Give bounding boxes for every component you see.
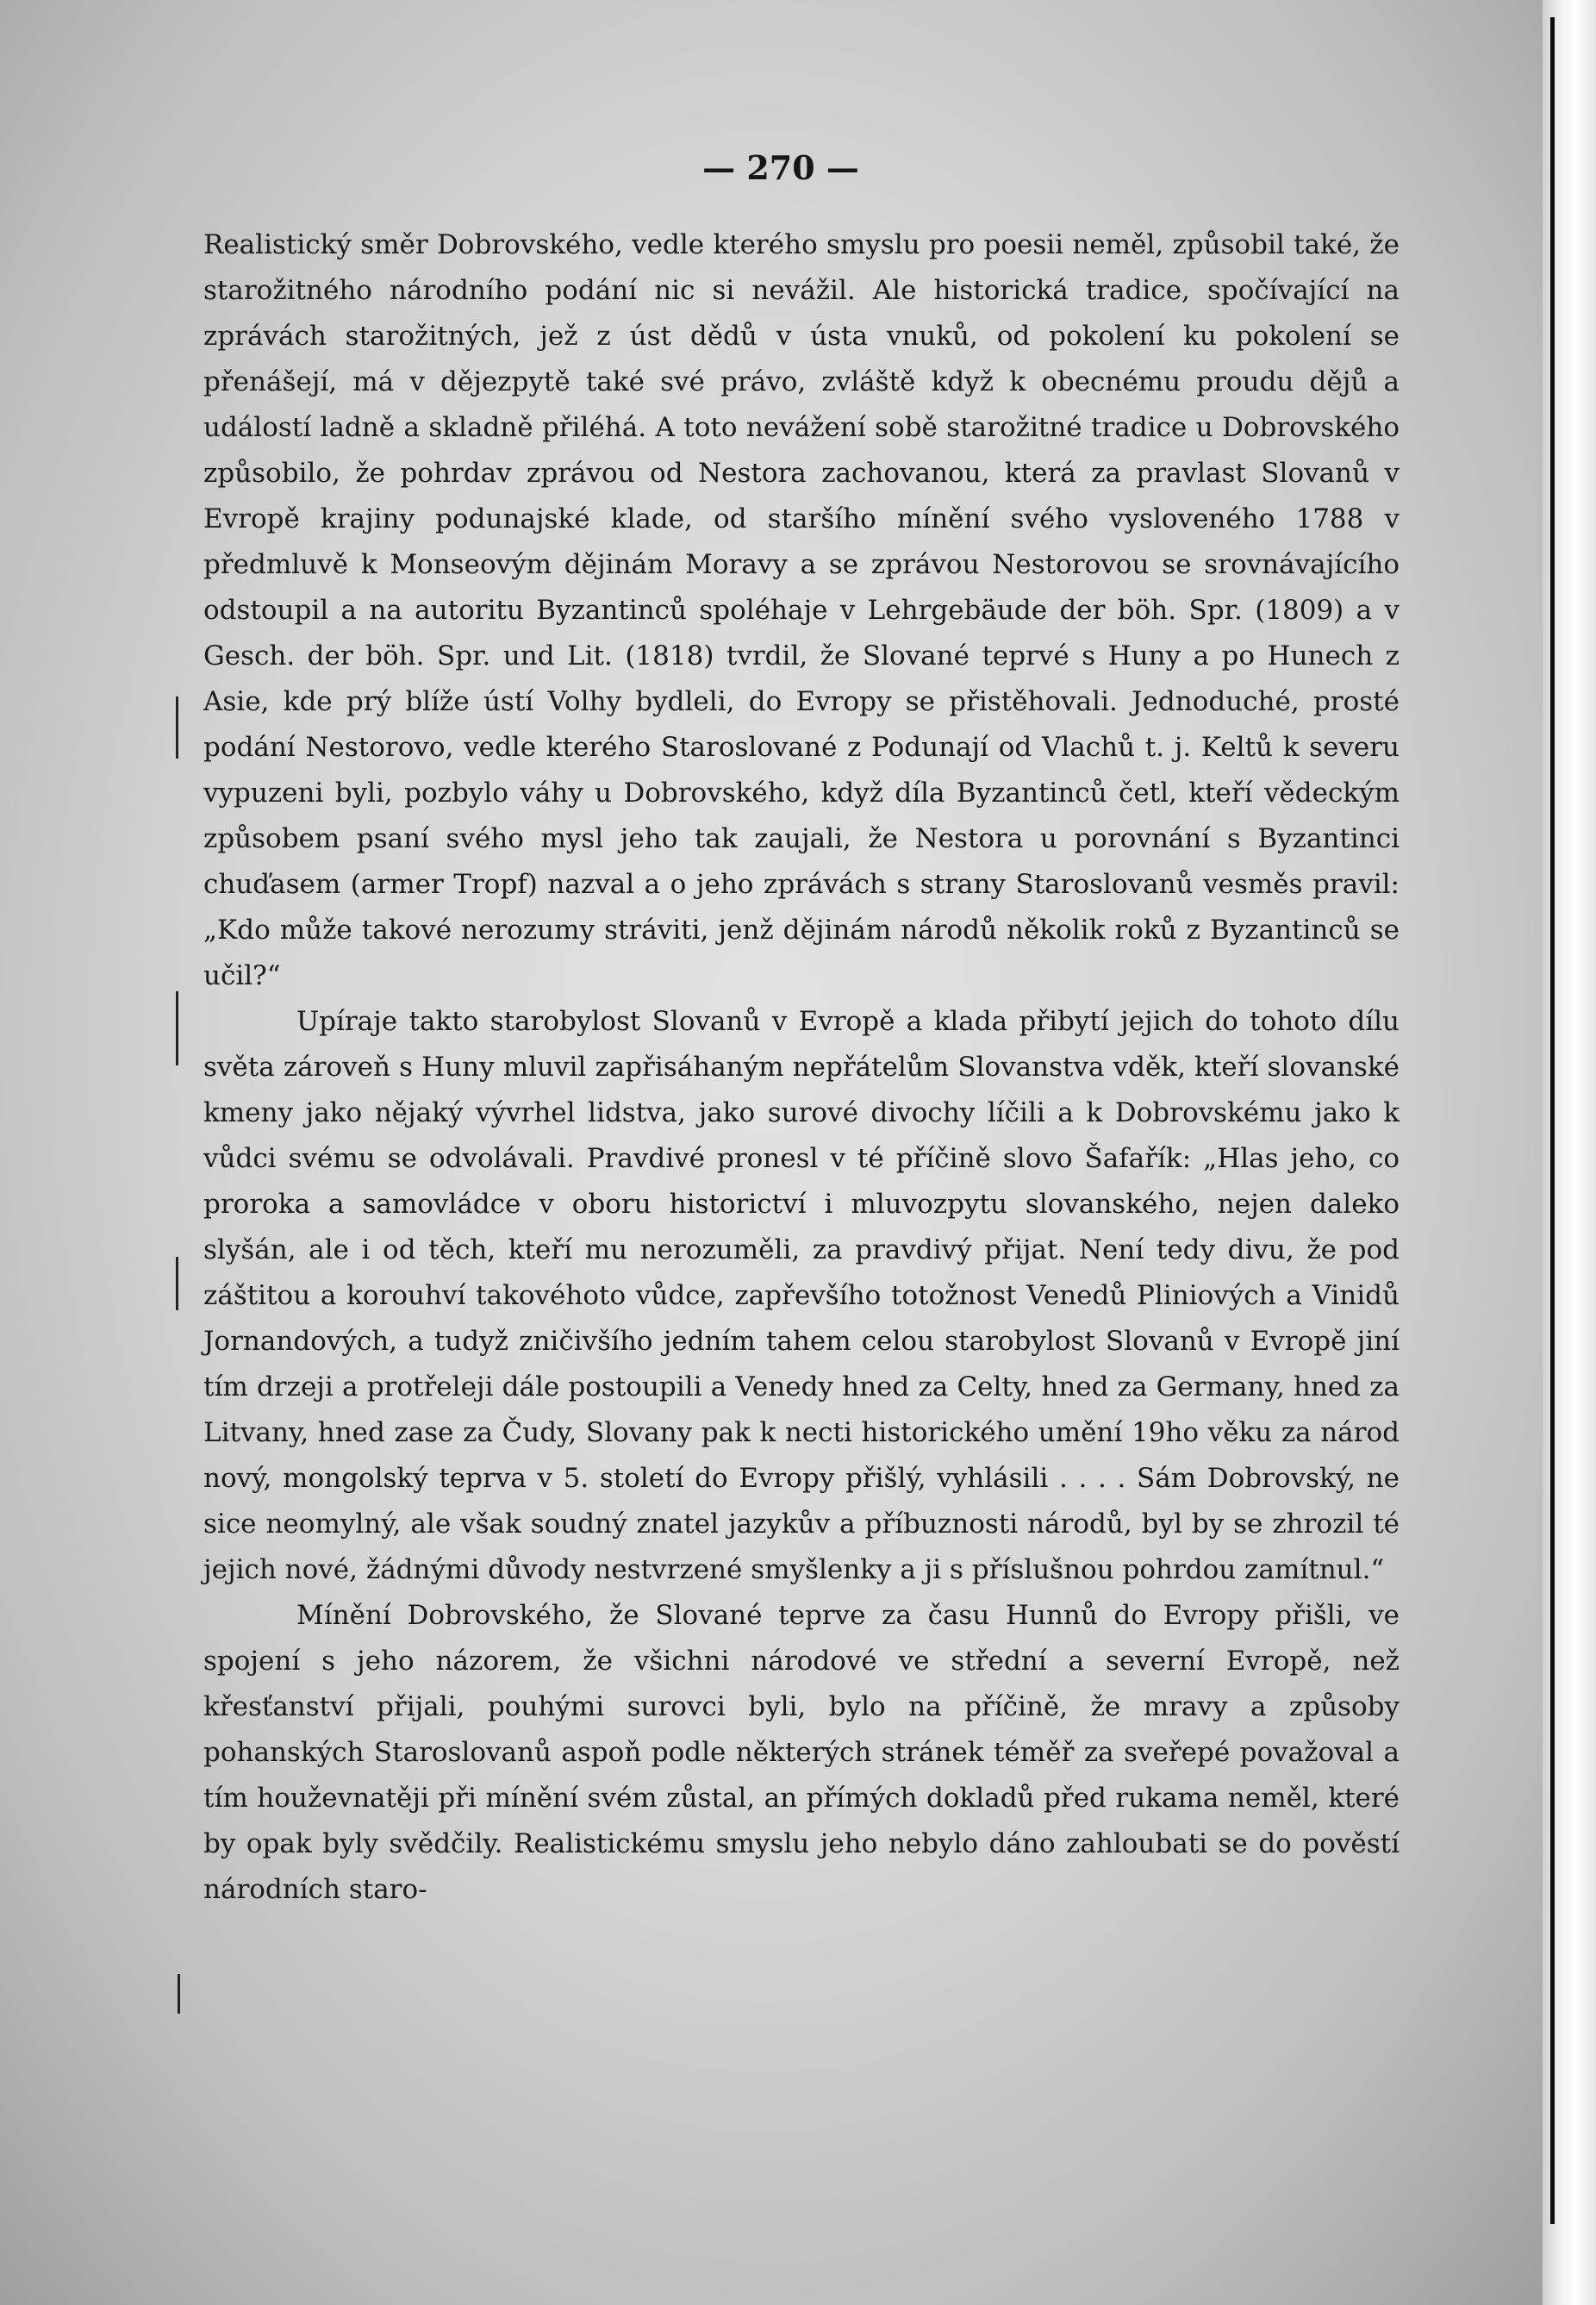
paragraph-1: Realistický směr Dobrovského, vedle kterého smyslu pro poesii neměl, způsobil také, že starožitného národního podání nic si nevážil. Ale historická tradice, spočívající na zprávách starožitných, jež z úst dědů v ústa vnuků, od pokolení ku pokolení se přenášejí, má v dějezpytě také své právo, zvláště když k obecnému proudu dějů a událostí ladně a skladně přiléhá. A toto nevážení sobě starožitné tradice u Dobrovského způsobilo, že pohrdav zprávou od Nestora zachovanou, která za pravlast Slovanů v Evropě krajiny podunajské klade, od staršího mínění svého vysloveného 1788 v předmluvě k Monseovým dějinám Moravy a se zprávou Nestorovou se srovnávajícího odstoupil a na autoritu Byzantinců spoléhaje v Lehrgebäude der böh. Spr. (1809) a v Gesch. der böh. Spr. und Lit. (1818) tvrdil, že Slované teprvé s Huny a po Hunech z Asie, kde prý blíže ústí Volhy bydleli, do Evropy se přistěhovali. Jednoduché, prosté podání Nestorovo, vedle kterého Staroslované z Podunají od Vlachů t. j. Keltů k severu vypuzeni byli, pozbylo váhy u Dobrovského, když díla Byzantinců četl, kteří vědeckým způsobem psaní svého mysl jeho tak zaujali, že Nestora u porovnání s Byzantinci chuďasem (armer Tropf) nazval a o jeho zprávách s strany Staroslovanů vesměs pravil: „Kdo může takové nerozumy stráviti, jenž dějinám národů několik roků z Byzantinců se učil?“ xyxy=(203,229,1400,991)
margin-mark xyxy=(176,696,178,759)
paragraph-3: Mínění Dobrovského, že Slované teprve za času Hunnů do Evropy přišli, ve spojení s jeho názorem, že všichni národové ve střední a severní Evropě, než křesťanství přijali, pouhými surovci byli, bylo na příčině, že mravy a způsoby pohanských Staroslovanů aspoň podle některých stránek téměř za sveřepé považoval a tím houževnatěji při mínění svém zůstal, an přímých dokladů před rukama neměl, které by opak byly svědčily. Realistickému smyslu jeho nebylo dáno zahloubati se do pověstí národních staro- xyxy=(203,1600,1400,1905)
margin-mark xyxy=(178,1974,180,2014)
margin-rule xyxy=(1550,17,1555,2224)
margin-mark xyxy=(176,1257,178,1310)
paragraph-2: Upíraje takto starobylost Slovanů v Evropě a klada přibytí jejich do tohoto dílu světa zároveň s Huny mluvil zapřisáhaným nepřátelům Slovanstva vděk, kteří slovanské kmeny jako nějaký vývrhel lidstva, jako surové divochy líčili a k Dobrovskému jako k vůdci svému se odvolávali. Pravdivé pronesl v té příčině slovo Šafařík: „Hlas jeho, co proroka a samovládce v oboru historictví i mluvozpytu slovanského, nejen daleko slyšán, ale i od těch, kteří mu nerozuměli, za pravdivý přijat. Není tedy divu, že pod záštitou a korouhví takovéhoto vůdce, zapřevšího totožnost Venedů Pliniových a Vinidů Jornandových, a tudyž zničivšího jedním tahem celou starobylost Slovanů v Evropě jiní tím drzeji a protřeleji dále postoupili a Venedy hned za Celty, hned za Germany, hned za Litvany, hned zase za Čudy, Slovany pak k necti historického umění 19ho věku za národ nový, mongolský teprva v 5. století do Evropy přišlý, vyhlásili . . . . Sám Dobrovský, ne sice neomylný, ale však soudný znatel jazykův a příbuznosti národů, byl by se zhrozil té jejich nové, žádnými důvody nestvrzené smyšlenky a ji s příslušnou pohrdou zamítnul.“ xyxy=(203,1006,1400,1585)
margin-mark xyxy=(176,991,178,1065)
body-text xyxy=(203,222,1400,1913)
page-number: — 270 — xyxy=(702,148,859,187)
